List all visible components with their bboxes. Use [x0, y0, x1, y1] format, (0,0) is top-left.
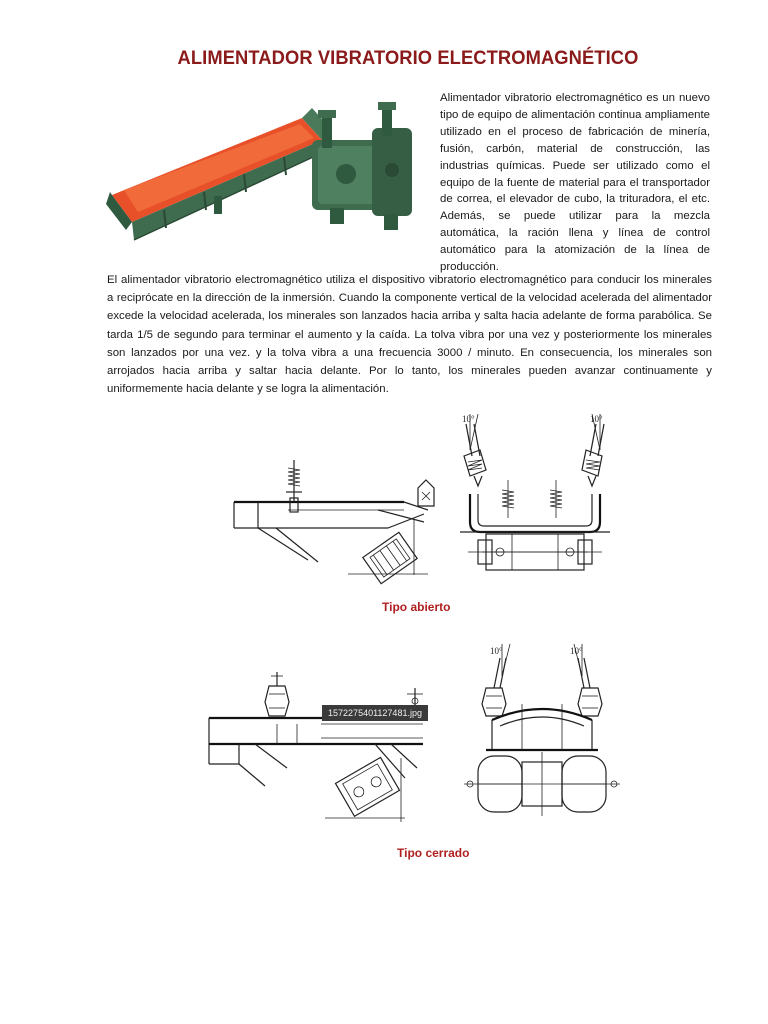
closed-angle-left-label: 10°: [490, 646, 503, 656]
closed-type-caption: Tipo cerrado: [397, 846, 470, 860]
closed-angle-right-label: 10°: [570, 646, 583, 656]
open-type-caption: Tipo abierto: [382, 600, 451, 614]
image-filename-label: 1572275401127481.jpg: [322, 705, 428, 721]
open-angle-right-label: 10°: [590, 414, 603, 424]
page-title: ALIMENTADOR VIBRATORIO ELECTROMAGNÉTICO: [177, 47, 639, 69]
closed-type-front-view-drawing: [462, 640, 622, 830]
intro-paragraph: Alimentador vibratorio electromagnético es un nuevo tipo de equipo de alimentación continua ampliamente utilizado en el proceso de fabricación de minería, fusión, carbón, material de construcción, las industrias químicas. Puede ser utilizado como el equipo de la fuente de material para el transportador de correa, el elevador de cubo, la trituradora, el etc. Además, se puede utilizar para la mezcla automática, la ración llena y línea de control automático para la atomización de la línea de producción.: [440, 92, 710, 274]
body-paragraph: El alimentador vibratorio electromagnético utiliza el dispositivo vibratorio electromagnético para conducir los minerales a reciprócate en la dirección de la inmersión. Cuando la componente vertical de la velocidad acelerada del alimentador excede la velocidad acelerada, los minerales son lanzados hacia arriba y salta hacia adelante de forma parabólica. Se tarda 1/5 de segundo para terminar el aumento y la caída. La tolva vibra por una vez y posteriormente los minerales son lanzados por una vez. y la tolva vibra a una frecuencia 3000 / minuto. En consecuencia, los minerales son arrojados hacia arriba y saltar hacia delante. Por lo tanto, los minerales pueden avanzar continuamente y uniformemente hacia delante y se logra la alimentación.: [107, 274, 712, 396]
open-type-front-view-drawing: [452, 410, 618, 592]
open-type-side-view-drawing: [228, 410, 448, 590]
feeder-photo: [104, 100, 424, 250]
closed-type-side-view-drawing: [205, 668, 437, 830]
open-angle-left-label: 10°: [462, 414, 475, 424]
